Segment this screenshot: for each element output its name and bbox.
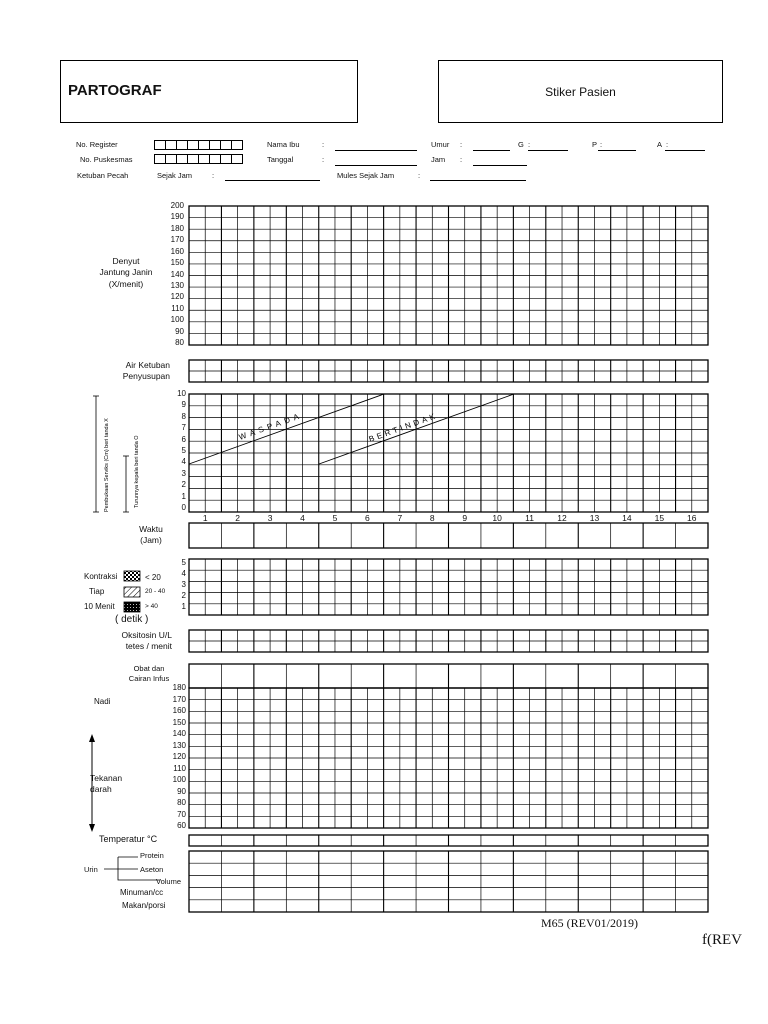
tanggal-colon: :: [322, 155, 325, 164]
form-code: M65 (REV01/2019): [541, 916, 638, 930]
jam-label: Jam: [431, 155, 446, 164]
bp-arrow-down-icon: [89, 824, 95, 832]
makan-label: Makan/porsi: [122, 901, 166, 910]
bertindak-text: BERTINDAK: [367, 410, 440, 444]
djj-tick: 180: [170, 223, 184, 233]
legend-checker-swatch: [124, 571, 140, 581]
nama-ibu-label: Nama Ibu: [267, 140, 300, 149]
nadi-tick: 70: [177, 809, 186, 819]
hour-tick: 3: [267, 513, 273, 523]
nama-ibu-colon: :: [322, 140, 325, 149]
nadi-tick: 170: [172, 694, 186, 704]
cervix-tick: 5: [181, 446, 186, 455]
temperatur-label: Temperatur °C: [99, 834, 158, 844]
tekanan-darah-label: Tekanan darah: [90, 773, 123, 795]
hour-tick: 11: [525, 513, 534, 523]
nadi-tick: 110: [173, 763, 186, 773]
p-label: P: [592, 140, 598, 149]
cervix-tick: 7: [181, 423, 186, 433]
tanggal-label: Tanggal: [267, 155, 294, 164]
djj-tick: 90: [175, 326, 184, 336]
hour-tick: 2: [235, 513, 241, 523]
cervix-tick: 2: [181, 480, 186, 490]
kontraksi-label: Kontraksi: [84, 572, 118, 581]
aseton-label: Aseton: [140, 865, 164, 874]
minuman-label: Minuman/cc: [120, 888, 164, 897]
p-colon: :: [600, 140, 603, 149]
form-code-extra: f(REV: [702, 932, 742, 948]
waktu-label: Waktu (Jam): [139, 524, 163, 546]
djj-tick: 120: [170, 292, 184, 302]
hour-tick: 5: [332, 513, 338, 523]
no-register-label: No. Register: [76, 140, 118, 149]
nadi-tick: 100: [172, 775, 186, 784]
legend-hatch-swatch: [124, 587, 140, 597]
urin-bracket: [118, 857, 160, 880]
hour-tick: 12: [557, 513, 567, 523]
legend-20-40: 20 - 40: [145, 588, 166, 595]
legend-solid-swatch: [124, 602, 140, 612]
djj-tick: 140: [170, 269, 184, 279]
sejak-jam-colon: :: [212, 171, 215, 180]
nadi-tick: 90: [177, 786, 186, 796]
legend-lt20: < 20: [145, 573, 161, 582]
djj-tick: 150: [170, 258, 184, 268]
mules-sejak-jam-label: Mules Sejak Jam: [337, 171, 395, 180]
hour-tick: 14: [622, 513, 632, 523]
djj-tick: 170: [170, 235, 184, 245]
hour-tick: 10: [492, 513, 502, 523]
djj-tick: 110: [171, 303, 184, 313]
hour-tick: 1: [202, 513, 208, 523]
waspada-text: WASPADA: [237, 410, 304, 442]
urin-label: Urin: [84, 865, 98, 874]
nadi-tick: 80: [177, 798, 186, 807]
hour-tick: 13: [589, 513, 600, 523]
obat-cairan-label: Obat dan Cairan Infus: [128, 664, 170, 684]
sepuluh-menit-label: 10 Menit: [84, 602, 115, 611]
g-label: G: [518, 140, 524, 149]
sejak-jam-label: Sejak Jam: [157, 171, 193, 180]
djj-tick: 100: [170, 315, 184, 325]
g-colon: :: [528, 140, 531, 149]
hour-tick: 4: [300, 513, 305, 523]
jam-colon: :: [460, 155, 463, 164]
djj-tick: 130: [170, 280, 184, 290]
detik-label: ( detik ): [115, 614, 149, 625]
kontraksi-tick: 3: [181, 580, 186, 589]
hour-tick: 6: [365, 513, 370, 523]
hour-tick: 16: [687, 513, 697, 523]
protein-label: Protein: [140, 851, 164, 860]
patient-sticker-label: Stiker Pasien: [545, 84, 616, 99]
cervix-tick: 3: [181, 468, 186, 478]
nadi-tick: 150: [172, 717, 186, 727]
a-colon: :: [666, 140, 669, 149]
no-puskesmas-label: No. Puskesmas: [80, 155, 133, 164]
mules-colon: :: [418, 171, 421, 180]
nadi-tick: 130: [172, 740, 186, 750]
kepala-side-label: Turunnya kepala beri tanda O: [134, 435, 140, 508]
hour-tick: 9: [462, 513, 468, 523]
cervix-tick: 1: [181, 491, 186, 501]
djj-tick: 160: [170, 246, 184, 256]
nadi-tick: 180: [172, 683, 186, 692]
cervix-tick: 6: [181, 434, 186, 444]
air-ketuban-label: Air Ketuban Penyusupan: [122, 360, 170, 382]
djj-tick: 80: [175, 338, 184, 347]
nadi-tick: 160: [172, 706, 186, 715]
kontraksi-tick: 5: [181, 558, 186, 567]
kontraksi-tick: 4: [181, 569, 186, 578]
oksitosin-label: Oksitosin U/L tetes / menit: [121, 630, 172, 652]
a-label: A: [657, 140, 663, 149]
hour-tick: 7: [397, 513, 403, 523]
umur-colon: :: [460, 140, 463, 149]
hour-tick: 8: [429, 513, 435, 523]
nadi-tick: 120: [172, 752, 186, 761]
hour-tick: 15: [654, 513, 665, 523]
djj-label: Denyut Jantung Janin (X/menit): [99, 256, 153, 289]
kontraksi-tick: 1: [181, 602, 186, 611]
legend-gt40: > 40: [145, 603, 158, 610]
nadi-tick: 60: [177, 821, 186, 830]
djj-tick: 190: [170, 212, 184, 222]
nadi-tick: 140: [172, 729, 186, 738]
tiap-label: Tiap: [89, 587, 105, 596]
bp-arrow-up-icon: [89, 734, 95, 742]
cervix-tick: 8: [181, 411, 186, 421]
page-title: PARTOGRAF: [68, 82, 162, 99]
nadi-label: Nadi: [94, 697, 111, 706]
cervix-tick: 4: [181, 457, 186, 467]
serviks-side-label: Pembukaan Serviks (Cm) beri tanda X: [104, 418, 110, 512]
djj-tick: 200: [170, 201, 184, 210]
ketuban-pecah-label: Ketuban Pecah: [77, 171, 129, 180]
cervix-tick: 9: [181, 400, 186, 410]
kontraksi-tick: 2: [181, 591, 186, 600]
cervix-tick: 10: [177, 389, 186, 398]
umur-label: Umur: [431, 140, 450, 149]
cervix-tick: 0: [181, 503, 186, 512]
volume-label: Volume: [156, 877, 182, 886]
